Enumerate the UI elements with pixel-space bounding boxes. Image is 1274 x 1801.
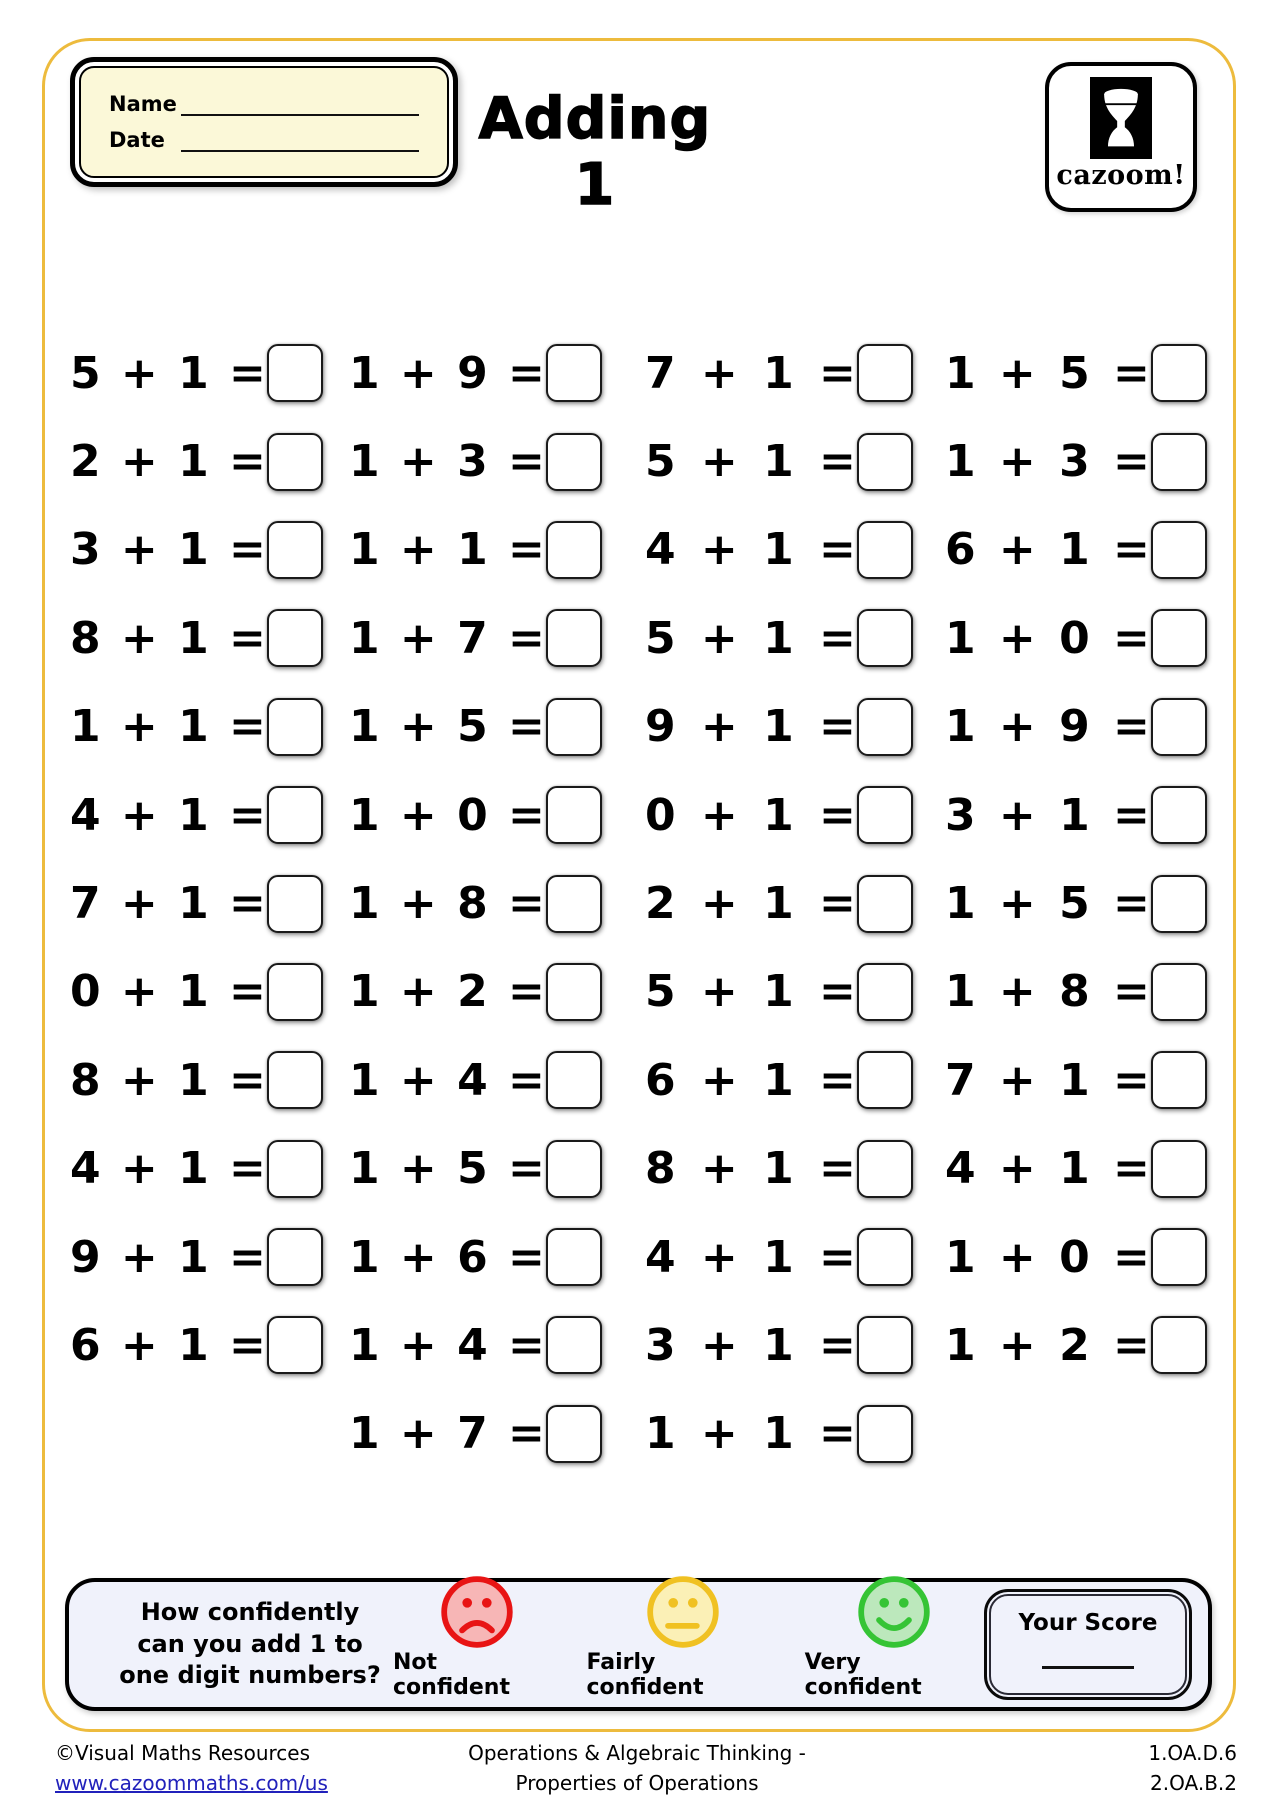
name-date-box-inner — [79, 66, 449, 178]
answer-box[interactable] — [267, 609, 323, 667]
problem-row — [349, 1390, 583, 1478]
answer-box[interactable] — [546, 521, 602, 579]
confidence-option-neutral[interactable] — [587, 1574, 779, 1700]
problem-row — [645, 594, 888, 682]
answer-box[interactable] — [1151, 1316, 1207, 1374]
equation-text: 2 + 1 = — [645, 878, 857, 930]
problem-row — [349, 594, 583, 682]
confidence-question-line: one digit numbers? — [119, 1661, 381, 1690]
answer-box[interactable] — [1151, 609, 1207, 667]
answer-box[interactable] — [267, 1316, 323, 1374]
problem-row — [945, 683, 1198, 771]
name-field-line[interactable] — [181, 92, 419, 116]
answer-box[interactable] — [267, 963, 323, 1021]
answer-box[interactable] — [857, 786, 913, 844]
problem-row — [70, 683, 316, 771]
equation-text: 3 + 1 = — [945, 789, 1151, 841]
problem-row — [945, 594, 1198, 682]
equation-text: 4 + 1 = — [70, 1143, 267, 1195]
problem-row — [645, 506, 888, 594]
problem-row — [645, 417, 888, 505]
equation-text: 1 + 0 = — [945, 1231, 1151, 1283]
problem-row — [349, 1125, 583, 1213]
problem-column-2 — [349, 329, 583, 1478]
equation-text: 6 + 1 = — [945, 524, 1151, 576]
answer-box[interactable] — [1151, 521, 1207, 579]
answer-box[interactable] — [857, 1228, 913, 1286]
smiley-neutral-icon — [645, 1574, 721, 1650]
equation-text: 1 + 1 = — [70, 701, 267, 753]
equation-text: 1 + 5 = — [349, 701, 546, 753]
problem-column-3 — [645, 329, 888, 1478]
problem-row — [945, 506, 1198, 594]
cazoom-logo — [1045, 62, 1197, 212]
equation-text: 1 + 0 = — [349, 789, 546, 841]
equation-text: 1 + 4 = — [349, 1319, 546, 1371]
problem-row — [349, 506, 583, 594]
equation-text: 1 + 8 = — [945, 966, 1151, 1018]
problem-row — [349, 1213, 583, 1301]
equation-text: 9 + 1 = — [70, 1231, 267, 1283]
problem-row — [645, 683, 888, 771]
equation-text: 1 + 2 = — [349, 966, 546, 1018]
score-blank-line[interactable] — [1042, 1636, 1134, 1669]
date-label: Date — [109, 128, 165, 152]
answer-box[interactable] — [267, 1051, 323, 1109]
equation-text: 3 + 1 = — [645, 1319, 857, 1371]
standard-code: 1.OA.D.6 — [1148, 1741, 1237, 1765]
equation-text: 1 + 1 = — [349, 524, 546, 576]
answer-box[interactable] — [546, 1051, 602, 1109]
equation-text: 1 + 8 = — [349, 878, 546, 930]
equation-text: 5 + 1 = — [645, 612, 857, 664]
problem-row — [349, 771, 583, 859]
problem-row — [945, 1213, 1198, 1301]
problem-row — [645, 1301, 888, 1389]
name-label: Name — [109, 92, 177, 116]
answer-box[interactable] — [857, 1140, 913, 1198]
problem-row — [349, 1036, 583, 1124]
answer-box[interactable] — [1151, 786, 1207, 844]
answer-box[interactable] — [546, 1316, 602, 1374]
drum-icon — [1090, 77, 1152, 159]
problem-column-1 — [70, 329, 316, 1390]
date-field-line[interactable] — [181, 128, 419, 152]
answer-box[interactable] — [1151, 1228, 1207, 1286]
equation-text: 9 + 1 = — [645, 701, 857, 753]
answer-box[interactable] — [267, 786, 323, 844]
equation-text: 1 + 7 = — [349, 612, 546, 664]
confidence-question — [107, 1597, 393, 1692]
equation-text: 8 + 1 = — [645, 1143, 857, 1195]
equation-text: 7 + 1 = — [70, 878, 267, 930]
problem-row — [945, 1301, 1198, 1389]
equation-text: 1 + 4 = — [349, 1054, 546, 1106]
equation-text: 4 + 1 = — [645, 1231, 857, 1283]
equation-text: 3 + 1 = — [70, 524, 267, 576]
answer-box[interactable] — [1151, 963, 1207, 1021]
answer-box[interactable] — [546, 433, 602, 491]
problem-row — [349, 948, 583, 1036]
problem-row — [645, 329, 888, 417]
problem-row — [945, 1125, 1198, 1213]
answer-box[interactable] — [857, 963, 913, 1021]
answer-box[interactable] — [546, 344, 602, 402]
problem-row — [945, 1036, 1198, 1124]
answer-box[interactable] — [546, 1228, 602, 1286]
footer-left — [55, 1738, 328, 1798]
problem-row — [945, 771, 1198, 859]
problem-row — [645, 948, 888, 1036]
answer-box[interactable] — [857, 875, 913, 933]
equation-text: 2 + 1 = — [70, 436, 267, 488]
confidence-bar — [65, 1578, 1212, 1711]
answer-box[interactable] — [546, 963, 602, 1021]
answer-box[interactable] — [267, 521, 323, 579]
equation-text: 4 + 1 = — [945, 1143, 1151, 1195]
confidence-option-sad[interactable] — [393, 1574, 561, 1700]
footer-center — [337, 1738, 937, 1798]
answer-box[interactable] — [267, 698, 323, 756]
worksheet-title: Adding 1 — [478, 86, 712, 218]
confidence-option-label: Fairly confident — [586, 1650, 704, 1700]
equation-text: 5 + 1 = — [70, 347, 267, 399]
equation-text: 6 + 1 = — [645, 1054, 857, 1106]
answer-box[interactable] — [1151, 1051, 1207, 1109]
answer-box[interactable] — [546, 609, 602, 667]
answer-box[interactable] — [1151, 344, 1207, 402]
equation-text: 7 + 1 = — [945, 1054, 1151, 1106]
smiley-happy-icon — [856, 1574, 932, 1650]
equation-text: 1 + 9 = — [349, 347, 546, 399]
answer-box[interactable] — [546, 698, 602, 756]
date-row — [109, 128, 419, 152]
equation-text: 4 + 1 = — [645, 524, 857, 576]
problem-row — [70, 417, 316, 505]
problem-row — [645, 1125, 888, 1213]
equation-text: 5 + 1 = — [645, 436, 857, 488]
score-label: Your Score — [1018, 1610, 1158, 1636]
problem-row — [945, 859, 1198, 947]
problem-row — [70, 948, 316, 1036]
problem-row — [70, 859, 316, 947]
problem-row — [349, 859, 583, 947]
answer-box[interactable] — [546, 1405, 602, 1463]
copyright-text: ©Visual Maths Resources — [55, 1741, 311, 1765]
equation-text: 1 + 5 = — [945, 347, 1151, 399]
answer-box[interactable] — [546, 875, 602, 933]
answer-box[interactable] — [1151, 1140, 1207, 1198]
equation-text: 1 + 5 = — [945, 878, 1151, 930]
problem-row — [645, 771, 888, 859]
problem-row — [945, 417, 1198, 505]
answer-box[interactable] — [857, 521, 913, 579]
equation-text: 1 + 0 = — [945, 612, 1151, 664]
standard-code: 2.OA.B.2 — [1150, 1771, 1237, 1795]
equation-text: 1 + 3 = — [945, 436, 1151, 488]
name-date-box — [70, 57, 458, 187]
equation-text: 1 + 3 = — [349, 436, 546, 488]
score-box-inner — [989, 1594, 1187, 1695]
footer-center-line: Properties of Operations — [515, 1771, 759, 1795]
equation-text: 1 + 7 = — [349, 1408, 546, 1460]
footer-center-line: Operations & Algebraic Thinking - — [468, 1741, 806, 1765]
answer-box[interactable] — [857, 1051, 913, 1109]
equation-text: 8 + 1 = — [70, 1054, 267, 1106]
problem-row — [349, 329, 583, 417]
confidence-option-label: Not confident — [393, 1650, 510, 1700]
problem-row — [645, 859, 888, 947]
confidence-question-line: can you add 1 to — [137, 1629, 363, 1658]
name-row — [109, 92, 419, 116]
problem-row — [70, 1036, 316, 1124]
smiley-sad-icon — [439, 1574, 515, 1650]
answer-box[interactable] — [1151, 433, 1207, 491]
problem-row — [945, 948, 1198, 1036]
problem-row — [645, 1213, 888, 1301]
problem-row — [349, 417, 583, 505]
problem-row — [349, 683, 583, 771]
equation-text: 0 + 1 = — [70, 966, 267, 1018]
equation-text: 0 + 1 = — [645, 789, 857, 841]
confidence-question-line: How confidently — [140, 1597, 360, 1626]
answer-box[interactable] — [1151, 698, 1207, 756]
score-box — [984, 1589, 1192, 1700]
problem-row — [70, 506, 316, 594]
equation-text: 5 + 1 = — [645, 966, 857, 1018]
answer-box[interactable] — [857, 433, 913, 491]
answer-box[interactable] — [857, 1316, 913, 1374]
confidence-options — [393, 1582, 984, 1707]
logo-text: cazoom! — [1056, 160, 1186, 191]
problem-row — [645, 1036, 888, 1124]
equation-text: 4 + 1 = — [70, 789, 267, 841]
answer-box[interactable] — [267, 433, 323, 491]
problem-column-4 — [945, 329, 1198, 1390]
problem-row — [945, 329, 1198, 417]
equation-text: 7 + 1 = — [645, 347, 857, 399]
answer-box[interactable] — [857, 344, 913, 402]
problem-row — [70, 594, 316, 682]
equation-text: 8 + 1 = — [70, 612, 267, 664]
equation-text: 6 + 1 = — [70, 1319, 267, 1371]
equation-text: 1 + 6 = — [349, 1231, 546, 1283]
problem-row — [645, 1390, 888, 1478]
equation-text: 1 + 2 = — [945, 1319, 1151, 1371]
answer-box[interactable] — [267, 1140, 323, 1198]
answer-box[interactable] — [267, 1228, 323, 1286]
problem-row — [70, 1301, 316, 1389]
answer-box[interactable] — [546, 1140, 602, 1198]
confidence-option-label: Very confident — [804, 1650, 922, 1700]
footer-standards — [1148, 1738, 1237, 1798]
equation-text: 1 + 9 = — [945, 701, 1151, 753]
problem-row — [70, 1125, 316, 1213]
problem-row — [70, 1213, 316, 1301]
problem-row — [70, 329, 316, 417]
answer-box[interactable] — [857, 698, 913, 756]
answer-box[interactable] — [267, 344, 323, 402]
answer-box[interactable] — [857, 1405, 913, 1463]
answer-box[interactable] — [267, 875, 323, 933]
confidence-option-happy[interactable] — [805, 1574, 984, 1700]
answer-box[interactable] — [546, 786, 602, 844]
equation-text: 1 + 5 = — [349, 1143, 546, 1195]
problem-row — [349, 1301, 583, 1389]
answer-box[interactable] — [857, 609, 913, 667]
equation-text: 1 + 1 = — [645, 1408, 857, 1460]
problem-row — [70, 771, 316, 859]
answer-box[interactable] — [1151, 875, 1207, 933]
website-link[interactable]: www.cazoommaths.com/us — [55, 1771, 328, 1795]
